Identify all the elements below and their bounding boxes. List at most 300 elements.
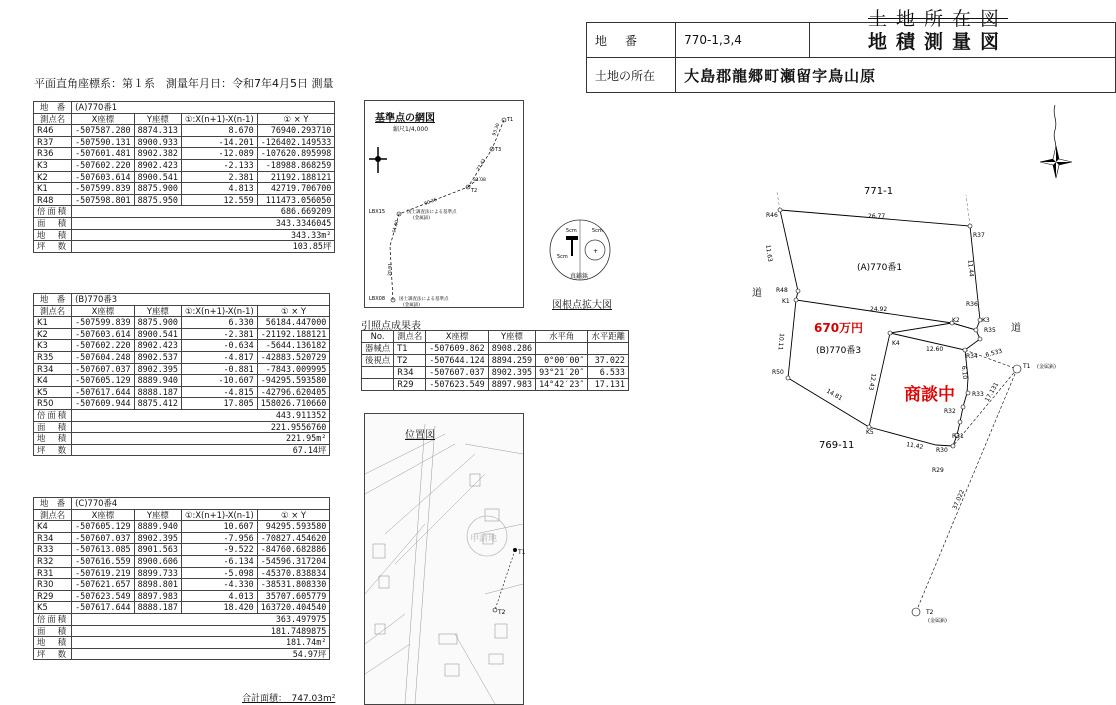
header-divider (809, 22, 810, 57)
table-cell: K2 (34, 171, 72, 183)
table-row (34, 125, 335, 137)
dist-4: 12.60 (926, 346, 944, 353)
table-cell: -7843.009995 (257, 363, 330, 375)
table-cell: 8898.801 (134, 579, 181, 591)
ref-cell: R34 (394, 367, 426, 379)
ref-cell: 14°42′23″ (536, 379, 588, 391)
net-dist-5: 31.08 (473, 178, 486, 183)
summary-value: 343.33m² (72, 229, 335, 241)
ref-cell (362, 379, 394, 391)
ref-cell: 17.131 (588, 379, 629, 391)
price-label: 670万円 (814, 321, 864, 335)
summary-value: 221.95m² (72, 433, 330, 445)
table-cell: -507617.644 (72, 602, 134, 614)
table-cell: 8875.950 (134, 194, 181, 206)
pt-r37: R37 (973, 232, 985, 239)
table-cell: -4.330 (181, 579, 257, 591)
table-row (34, 194, 335, 206)
pt-r36: R36 (966, 301, 978, 308)
title-struck: 土地所在図 (868, 8, 1009, 30)
ref-cell: 93°21′20″ (536, 367, 588, 379)
summary-value: 363.497975 (72, 613, 330, 625)
location-t2: T2 (498, 609, 506, 616)
table-cell: -18988.868259 (257, 159, 335, 171)
table-row (34, 148, 335, 160)
table-cell: -507599.839 (72, 317, 134, 329)
ref-cell (362, 367, 394, 379)
table-cell: -12.089 (181, 148, 257, 160)
total-area: 合計面積： 747.03m² (242, 694, 336, 704)
table-cell: -507587.280 (72, 125, 134, 137)
ref-cell: -507644.124 (426, 355, 488, 367)
summary-label: 坪 数 (34, 648, 72, 660)
table-cell: -507602.220 (72, 340, 134, 352)
ref-cell: 器械点 (362, 343, 394, 355)
summary-row (34, 241, 335, 253)
table-cell: -507607.037 (72, 532, 134, 544)
dist-2: 11.44 (966, 259, 975, 278)
shozai-value: 大島郡龍郷町瀬留字鳥山原 (676, 58, 1116, 93)
table-cell: 4.013 (181, 590, 257, 602)
net-note2: 国土調査法による基準点 (399, 297, 449, 302)
dist-3: 24.92 (870, 306, 888, 313)
summary-row (34, 444, 330, 456)
enlarge-title: 図根点拡大図 (552, 300, 612, 311)
dist-7: 12.43 (867, 372, 877, 391)
ref-column-header: 水平角 (536, 331, 588, 343)
network-svg (365, 101, 523, 307)
table-cell: -507604.248 (72, 351, 134, 363)
summary-label: 坪 数 (34, 444, 72, 456)
summary-label: 地 積 (34, 637, 72, 649)
dist-9: 14.81 (825, 387, 844, 403)
column-header: 測点名 (34, 305, 72, 317)
table-cell: -54596.317204 (257, 555, 330, 567)
location-svg (365, 414, 526, 704)
ref-cell: -507607.037 (426, 367, 488, 379)
table-row (34, 159, 335, 171)
table-cell: R36 (34, 148, 72, 160)
ref-cell (588, 343, 629, 355)
pt-r30: R30 (936, 447, 948, 454)
table-cell: K5 (34, 386, 72, 398)
summary-row (34, 217, 335, 229)
table-cell: -45370.838834 (257, 567, 330, 579)
ref-cell: 8894.259 (488, 355, 535, 367)
table-row (34, 567, 330, 579)
table-cell: -507621.657 (72, 579, 134, 591)
dist-1: 11.63 (764, 244, 774, 263)
table-cell: -5644.136182 (257, 340, 330, 352)
summary-value: 686.669209 (72, 206, 335, 218)
table-row (34, 386, 330, 398)
table-cell: -84760.682886 (257, 544, 330, 556)
summary-value: 343.3346045 (72, 217, 335, 229)
system-text: 平面直角座標系：第１系 測量年月日：令和7年4月5日 測量 (34, 77, 334, 90)
table-cell: 8899.733 (134, 567, 181, 579)
pt-r48: R48 (776, 287, 788, 294)
summary-label: 倍面積 (34, 613, 72, 625)
table-row (34, 136, 335, 148)
column-header: X座標 (72, 305, 134, 317)
table-cell: K3 (34, 159, 72, 171)
chiban-value: 770-1,3,4 (676, 23, 1116, 58)
enlarge-dim3: 5cm (557, 254, 568, 260)
location-map (364, 413, 524, 705)
column-header: 測点名 (34, 509, 72, 521)
table-cell: K2 (34, 328, 72, 340)
table-row (34, 183, 335, 195)
pt-r35: R35 (984, 327, 996, 334)
parcel-name: (A)770番1 (72, 102, 335, 114)
table-cell: -21192.188121 (257, 328, 330, 340)
dist-0: 26.77 (868, 213, 886, 220)
table-cell: 94295.593580 (257, 521, 330, 533)
table-cell: K1 (34, 317, 72, 329)
table-cell: -42883.520729 (257, 351, 330, 363)
summary-value: 181.74m² (72, 637, 330, 649)
parcel-chiban-label: 地 番 (34, 498, 72, 510)
table-cell: R33 (34, 544, 72, 556)
ref-cell: R29 (394, 379, 426, 391)
column-header: ① × Y (257, 509, 330, 521)
table-cell: 8889.940 (134, 521, 181, 533)
reference-table (361, 330, 629, 391)
header-table (586, 22, 1116, 93)
net-dist-1: 77.43 (476, 158, 488, 172)
column-header: Y座標 (134, 113, 181, 125)
table-cell: 8874.313 (134, 125, 181, 137)
summary-value: 181.7489875 (72, 625, 330, 637)
north-arrow-icon (1040, 105, 1072, 178)
pt-k5: K5 (866, 429, 874, 436)
ref-cell: -507623.549 (426, 379, 488, 391)
table-cell: R50 (34, 398, 72, 410)
table-cell: K3 (34, 340, 72, 352)
table-cell: -4.817 (181, 351, 257, 363)
t1-note: (金属鋲) (1037, 364, 1056, 370)
summary-label: 地 積 (34, 433, 72, 445)
table-row (34, 579, 330, 591)
table-row (34, 544, 330, 556)
ref-cell: 37.022 (588, 355, 629, 367)
table-cell: 76940.293710 (257, 125, 335, 137)
parcel-name: (C)770番4 (72, 498, 330, 510)
ref-cell: 8908.286 (488, 343, 535, 355)
table-cell: 8900.541 (134, 171, 181, 183)
summary-label: 面 積 (34, 625, 72, 637)
table-cell: -507598.801 (72, 194, 134, 206)
enlarge-dim1: 5cm (566, 228, 577, 234)
column-header: Y座標 (134, 509, 181, 521)
svg-text:+: + (593, 248, 599, 255)
table-row (34, 398, 330, 410)
table-cell: 8901.563 (134, 544, 181, 556)
title-main: 地積測量図 (868, 31, 1009, 53)
table-cell: -38531.808330 (257, 579, 330, 591)
column-header: ①:X(n+1)-X(n-1) (181, 509, 257, 521)
column-header: ① × Y (257, 305, 330, 317)
table-cell: 111473.056050 (257, 194, 335, 206)
table-cell: R29 (34, 590, 72, 602)
enlarge-label: 真鍮鋲 (570, 273, 589, 280)
parcel-name: (B)770番3 (72, 294, 330, 306)
road-left: 道 (752, 288, 762, 299)
parcel-table-c (33, 497, 330, 660)
t2-note: (金属鋲) (928, 618, 947, 624)
table-cell: 21192.188121 (257, 171, 335, 183)
table-cell: -507609.944 (72, 398, 134, 410)
table-cell: 8888.187 (134, 386, 181, 398)
summary-row (34, 433, 330, 445)
table-cell: 8900.606 (134, 555, 181, 567)
table-row (34, 521, 330, 533)
table-cell: 8900.541 (134, 328, 181, 340)
ref-cell: T2 (394, 355, 426, 367)
column-header: 測点名 (34, 113, 72, 125)
net-pt-lbx08: LBX08 (369, 296, 386, 302)
enlarge-dim2: 5cm (592, 228, 603, 234)
table-cell: 8902.395 (134, 363, 181, 375)
net-note1: 国土調査法による基準点 (407, 210, 457, 215)
ref-cell: 6.533 (588, 367, 629, 379)
table-cell: -42796.620405 (257, 386, 330, 398)
table-row (34, 375, 330, 387)
table-cell: -507602.220 (72, 159, 134, 171)
table-cell: -507613.085 (72, 544, 134, 556)
table-cell: -507601.481 (72, 148, 134, 160)
table-cell: 17.805 (181, 398, 257, 410)
table-cell: -0.881 (181, 363, 257, 375)
t1-label: T1 (1023, 363, 1031, 370)
table-cell: -4.815 (181, 386, 257, 398)
table-cell: 163720.404540 (257, 602, 330, 614)
dist-12: 37.022 (951, 488, 967, 511)
table-cell: -70827.454620 (257, 532, 330, 544)
road-right: 道 (1011, 323, 1021, 334)
table-cell: -9.522 (181, 544, 257, 556)
summary-row (34, 648, 330, 660)
table-cell: -507616.559 (72, 555, 134, 567)
ref-row (362, 343, 629, 355)
ref-cell: -507609.862 (426, 343, 488, 355)
table-cell: -10.607 (181, 375, 257, 387)
column-header: ①:X(n+1)-X(n-1) (181, 305, 257, 317)
parcel-chiban-label: 地 番 (34, 294, 72, 306)
pt-k3: K3 (982, 317, 990, 324)
summary-row (34, 206, 335, 218)
table-row (34, 317, 330, 329)
pt-k4: K4 (892, 340, 900, 347)
pt-k1: K1 (782, 298, 790, 305)
table-cell: 4.813 (181, 183, 257, 195)
net-pt-lbx15: LBX15 (369, 209, 386, 215)
table-cell: -507590.131 (72, 136, 134, 148)
pt-r34: R34 (966, 353, 978, 360)
pt-k2: K2 (952, 317, 960, 324)
table-row (34, 351, 330, 363)
table-cell: R35 (34, 351, 72, 363)
table-cell: -507619.219 (72, 567, 134, 579)
chiban-label: 地 番 (587, 23, 676, 58)
table-cell: -507605.129 (72, 375, 134, 387)
net-dist-0: 60.36 (423, 197, 438, 207)
table-cell: -5.098 (181, 567, 257, 579)
pt-r32: R32 (944, 408, 956, 415)
table-cell: -507623.549 (72, 590, 134, 602)
net-pt-t1: T1 (507, 117, 514, 123)
ref-row (362, 355, 629, 367)
net-pt-t3: T3 (495, 147, 502, 153)
table-cell: R37 (34, 136, 72, 148)
pt-r46: R46 (766, 212, 778, 219)
summary-value: 54.97坪 (72, 648, 330, 660)
table-cell: -6.134 (181, 555, 257, 567)
parcel-b-label: (B)770番3 (816, 346, 862, 356)
table-cell: 8902.382 (134, 148, 181, 160)
ref-row (362, 367, 629, 379)
shozai-label: 土地の所在 (587, 58, 676, 93)
table-cell: R34 (34, 363, 72, 375)
ref-row (362, 379, 629, 391)
table-cell: 8902.395 (134, 532, 181, 544)
survey-drawing (746, 100, 1116, 660)
parcel-table-b (33, 293, 330, 456)
table-row (34, 555, 330, 567)
table-row (34, 340, 330, 352)
table-cell: -507605.129 (72, 521, 134, 533)
dist-11: 17.131 (983, 381, 1001, 403)
column-header: X座標 (72, 113, 134, 125)
ref-column-header: 水平距離 (588, 331, 629, 343)
table-cell: 8900.933 (134, 136, 181, 148)
table-cell: -507603.614 (72, 171, 134, 183)
table-cell: 56184.447000 (257, 317, 330, 329)
summary-row (34, 625, 330, 637)
table-row (34, 363, 330, 375)
summary-row (34, 421, 330, 433)
column-header: Y座標 (134, 305, 181, 317)
ref-cell: T1 (394, 343, 426, 355)
table-cell: 10.607 (181, 521, 257, 533)
table-cell: 8875.412 (134, 398, 181, 410)
table-cell: R32 (34, 555, 72, 567)
t2-label: T2 (926, 609, 934, 616)
pt-r50: R50 (772, 369, 784, 376)
parcel-chiban-label: 地 番 (34, 102, 72, 114)
summary-value: 67.14坪 (72, 444, 330, 456)
summary-label: 面 積 (34, 217, 72, 229)
table-cell: 8902.423 (134, 340, 181, 352)
table-cell: 42719.706700 (257, 183, 335, 195)
net-note1b: (金属鋲) (413, 216, 431, 221)
table-cell: 8902.423 (134, 159, 181, 171)
network-title: 基準点の網図 (375, 113, 435, 124)
summary-row (34, 637, 330, 649)
dist-8: 6.10 (960, 365, 969, 380)
table-cell: -507599.839 (72, 183, 134, 195)
summary-row (34, 229, 335, 241)
net-dist-4: 20.91 (388, 263, 394, 277)
table-cell: 158026.710660 (257, 398, 330, 410)
table-cell: -0.634 (181, 340, 257, 352)
table-cell: R34 (34, 532, 72, 544)
ref-cell: 8902.395 (488, 367, 535, 379)
table-cell: K1 (34, 183, 72, 195)
parcel-a-label: (A)770番1 (857, 263, 903, 273)
table-cell: R46 (34, 125, 72, 137)
table-cell: R48 (34, 194, 72, 206)
table-cell: 8888.187 (134, 602, 181, 614)
table-cell: -2.133 (181, 159, 257, 171)
table-cell: 8902.537 (134, 351, 181, 363)
table-cell: -126402.149533 (257, 136, 335, 148)
location-title: 位置図 (405, 430, 435, 441)
adj-south: 769-11 (819, 440, 855, 451)
summary-label: 坪 数 (34, 241, 72, 253)
table-cell: 12.559 (181, 194, 257, 206)
summary-row (34, 613, 330, 625)
table-cell: K5 (34, 602, 72, 614)
table-cell: 8889.940 (134, 375, 181, 387)
summary-value: 221.9556760 (72, 421, 330, 433)
table-cell: -107620.895998 (257, 148, 335, 160)
net-dist-3: 11.60 (392, 219, 401, 234)
table-cell: 2.381 (181, 171, 257, 183)
table-row (34, 532, 330, 544)
table-cell: R30 (34, 579, 72, 591)
summary-label: 倍面積 (34, 206, 72, 218)
dist-10: 11.42 (905, 441, 924, 451)
net-dist-2: 93.30 (492, 122, 502, 137)
ref-cell: 後視点 (362, 355, 394, 367)
status-label: 商談中 (904, 385, 955, 405)
table-cell: 8897.983 (134, 590, 181, 602)
pt-r29: R29 (932, 467, 944, 474)
ref-cell: 0°00′00″ (536, 355, 588, 367)
table-cell: 8875.900 (134, 317, 181, 329)
summary-value: 443.911352 (72, 409, 330, 421)
table-cell: 8.670 (181, 125, 257, 137)
pt-r33: R33 (972, 391, 984, 398)
compass-icon (369, 147, 387, 173)
summary-label: 倍面積 (34, 409, 72, 421)
dist-5: 6.533 (984, 347, 1004, 359)
table-cell: -7.956 (181, 532, 257, 544)
table-row (34, 171, 335, 183)
column-header: ① × Y (257, 113, 335, 125)
table-cell: -507607.037 (72, 363, 134, 375)
ref-column-header: No. (362, 331, 394, 343)
column-header: ①:X(n+1)-X(n-1) (181, 113, 257, 125)
net-pt-t2: T2 (471, 188, 478, 194)
table-row (34, 590, 330, 602)
table-cell: -507603.614 (72, 328, 134, 340)
table-cell: K4 (34, 375, 72, 387)
table-cell: -94295.593580 (257, 375, 330, 387)
adj-north: 771-1 (864, 186, 894, 197)
table-cell: K4 (34, 521, 72, 533)
net-note2b: (金属鋲) (403, 303, 421, 308)
ref-cell (536, 343, 588, 355)
summary-label: 面 積 (34, 421, 72, 433)
table-cell: 18.420 (181, 602, 257, 614)
reference-title: 引照点成果表 (361, 321, 421, 332)
table-cell: -14.201 (181, 136, 257, 148)
table-cell: 35707.605779 (257, 590, 330, 602)
pt-r31: R31 (952, 433, 964, 440)
column-header: X座標 (72, 509, 134, 521)
